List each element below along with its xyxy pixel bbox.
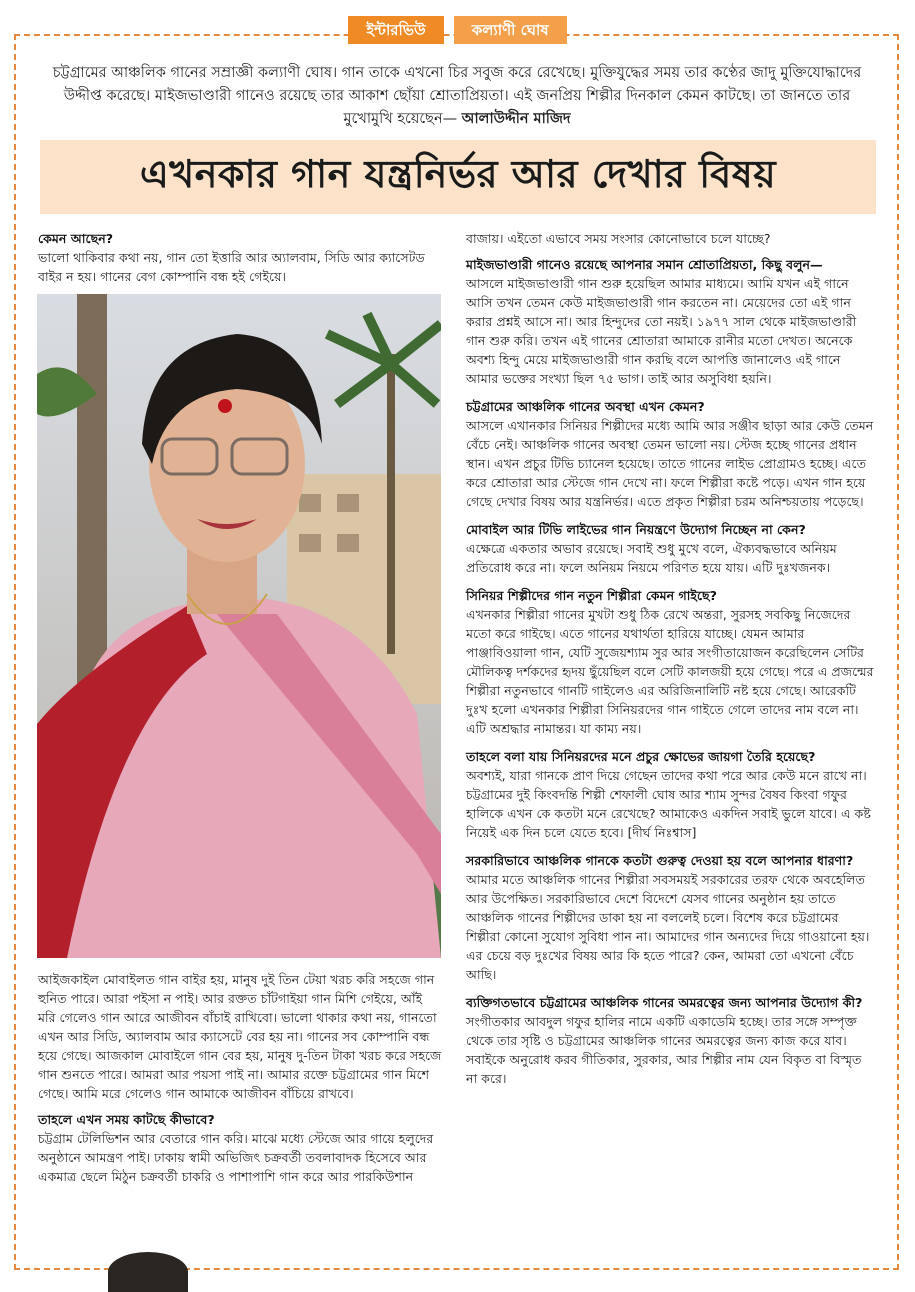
answer-1: ভালো থাকিবার কথা নয়, গান তো ইত্তারি আর অ্যালবাম, সিডি আর ক্যাসেটড বাইর ন হয়। গানের বেগ কোম্পানি বন্ধ হই গেইয়ে। — [38, 250, 425, 284]
qa-block — [466, 255, 876, 388]
answer-2-continued: বাজায়। এইতো এভাবে সময় সংসার কোনোভাবে চলে যাচ্ছে? — [466, 231, 771, 246]
corner-photo-fragment — [108, 1252, 188, 1292]
question: ব্যক্তিগতভাবে চট্টগ্রামের আঞ্চলিক গানের অমরত্বের জন্য আপনার উদ্যোগ কী? — [466, 995, 863, 1010]
headline: এখনকার গান যন্ত্রনির্ভর আর দেখার বিষয় — [139, 151, 777, 196]
portrait-photo — [37, 294, 441, 958]
qa-block — [466, 586, 876, 738]
answer: এখনকার শিল্পীরা গানের মুখটা শুধু ঠিক রেখে অন্তরা, সুরসহ সবকিছু নিজেদের মতো করে গাইছে। এতে গানের যথার্থতা হারিয়ে যাচ্ছে। যেমন আমার পাঞ্জাবিওয়ালা গান, যেটি সুজেয়শ্যাম সুর আর সংগীতায়োজন করেছিলেন সেটির মৌলিকত্ব দর্শকদের হৃদয় ছুঁয়েছিল বলে সেটি কালজয়ী হয়ে গেছে। পরে এ প্রজন্মের শিল্পীরা নতুনভাবে গানটি গাইলেও এর অরিজিনালিটি নষ্ট হয়ে গেছে। আরেকটি দুঃখ হলো এখনকার শিল্পীরা সিনিয়রদের গান গাইতে গেলে তাদের নাম বলে না। এটি অশ্রদ্ধার নামান্তর। যা কাম্য নয়। — [466, 607, 874, 736]
question: মোবাইল আর টিভি লাইভের গান নিয়ন্ত্রণে উদ্যোগ নিচ্ছেন না কেন? — [466, 522, 806, 537]
section-tag: ইন্টারভিউ — [348, 16, 443, 44]
question-2: তাহলে এখন সময় কাটছে কীভাবে? — [38, 1112, 215, 1127]
question: চট্টগ্রামের আঞ্চলিক গানের অবস্থা এখন কেমন? — [466, 399, 705, 414]
headline-banner — [40, 140, 876, 214]
answer: আসলে এখানকার সিনিয়র শিল্পীদের মধ্যে আমি আর সঞ্জীব ছাড়া আর কেউ তেমন বেঁচে নেই। আঞ্চলিক গানের অবস্থা তেমন ভালো নয়। স্টেজ হচ্ছে গানের প্রধান স্থান। এখন প্রচুর টিভি চ্যানেল হয়েছে। তাতে গানের লাইভ প্রোগ্রামও হচ্ছে। এতে করে শ্রোতারা আর স্টেজে গান দেখে না। ফলে শিল্পীরা কষ্টে পড়ে। এখন গান হয়ে গেছে দেখার বিষয় আর যন্ত্রনির্ভর। এতে প্রকৃত শিল্পীরা চরম অনিশ্চয়তায় পড়েছে। — [466, 418, 874, 509]
question: সিনিয়র শিল্পীদের গান নতুন শিল্পীরা কেমন গাইছে? — [466, 588, 717, 603]
left-column-top — [38, 229, 443, 293]
answer: অবশ্যই, যারা গানকে প্রাণ দিয়ে গেছেন তাদের কথা পরে আর কেউ মনে রাখে না। চট্টগ্রামের দুই কিংবদন্তি শিল্পী শেফালী ঘোষ আর শ্যাম সুন্দর বৈষব কিংবা গফুর হালিকে এখন কে কতটা মনে রেখেছে? আমাকেও একদিন সবাই ভুলে যাবে। এ কষ্ট নিয়েই এক দিন চলে যেতে হবে। [দীর্ঘ নিঃশ্বাস] — [466, 768, 871, 840]
section-tags — [0, 16, 915, 44]
qa-block — [466, 993, 876, 1088]
right-column — [466, 229, 876, 1097]
question: সরকারিভাবে আঞ্চলিক গানকে কতটা গুরুত্ব দেওয়া হয় বলে আপনার ধারণা? — [466, 853, 854, 868]
qa-block — [466, 747, 876, 842]
answer: সংগীতকার আবদুল গফুর হালির নামে একটি একাডেমি হচ্ছে। তার সঙ্গে সম্পৃক্ত থেকে তার সৃষ্টি ও চট্টগ্রামের আঞ্চলিক গানের অমরত্বের জন্য কাজ করে যাব। সবাইকে অনুরোধ করব গীতিকার, সুরকার, আর শিল্পীর নাম যেন বিকৃত বা বিস্মৃত না করে। — [466, 1014, 862, 1086]
question: মাইজভাণ্ডারী গানেও রয়েছে আপনার সমান শ্রোতাপ্রিয়তা, কিছু বলুন— — [466, 257, 823, 272]
subject-name-tag: কল্যাণী ঘোষ — [454, 16, 567, 44]
question: তাহলে বলা যায় সিনিয়রদের মনে প্রচুর ক্ষোভের জায়গা তৈরি হয়েছে? — [466, 749, 816, 764]
qa-block — [466, 520, 876, 577]
answer: এক্ষেত্রে একতার অভাব রয়েছে। সবাই শুধু মুখে বলে, ঐক্যবদ্ধভাবে অনিয়ম প্রতিরোধ করে না। ফলে অনিয়ম নিয়মে পরিণত হয়ে যায়। এটি দুঃখজনক। — [466, 541, 837, 575]
left-column-bottom — [38, 970, 443, 1193]
intro-text: চট্টগ্রামের আঞ্চলিক গানের সম্রাজ্ঞী কল্যাণী ঘোষ। গান তাকে এখনো চির সবুজ করে রেখেছে। মুক্তিযুদ্ধের সময় তার কণ্ঠের জাদু মুক্তিযোদ্ধাদের উদ্দীপ্ত করেছে। মাইজভাণ্ডারী গানেও রয়েছে তার আকাশ ছোঁয়া শ্রোতাপ্রিয়তা। এই জনপ্রিয় শিল্পীর দিনকাল কেমন কাটছে। তা জানতে তার মুখোমুখি হয়েছেন— — [52, 65, 862, 127]
answer-2: চট্টগ্রাম টেলিভিশন আর বেতারে গান করি। মাঝে মধ্যে স্টেজে আর গায়ে হলুদের অনুষ্ঠানে আমন্ত্রণ পাই। ঢাকায় স্বামী অভিজিৎ চক্রবর্তী তবলাবাদক হিসেবে আর একমাত্র ছেলে মিঠুন চক্রবর্তী চাকরি ও পাশাপাশি গান করে আর পারকিউশান — [38, 1131, 434, 1184]
question-1: কেমন আছেন? — [38, 231, 114, 246]
answer: আসলে মাইজভাণ্ডারী গান শুরু হয়েছিল আমার মাধ্যমে। আমি যখন এই গানে আসি তখন তেমন কেউ মাইজভাণ্ডারী গান করতেন না। মেয়েদের তো এই গান করার প্রশ্নই আসে না। আর হিন্দুদের তো নয়ই। ১৯৭৭ সাল থেকে মাইজভাণ্ডারী গান শুরু করি। তখন এই গানের শ্রোতারা আমাকে রানীর মতো দেখত। অনেকে অবশ্য হিন্দু মেয়ে মাইজভাণ্ডারী গান করছি বলে আপত্তি জানালেও এই গানে আমার ভক্তের সংখ্যা ছিল ৭৫ ভাগ। তাই আর অসুবিধা হয়নি। — [466, 276, 857, 386]
qa-block — [466, 397, 876, 511]
intro-author: আলাউদ্দীন মাজিদ — [461, 111, 571, 127]
answer-1-continued: আইজকাইল মোবাইলত গান বাইর হয়, মানুষ দুই তিন টেয়া খরচ করি সহজে গান হুনিত পারে। আরা পইসা ন পাই। আর রক্তত চাঁটগাইয়া গান মিশি গেইয়ে, আঁই মরি গেলেও গান আরে আজীবন বাঁচাই রাখিবো। ভালো থাকার কথা নয়, গানতো এখন আর সিডি, অ্যালবাম আর ক্যাসেটে বের হয় না। গানের সব কোম্পানি বন্ধ হয়ে গেছে। আজকাল মোবাইলে গান বের হয়, মানুষ দু-তিন টাকা খরচ করে সহজে গান শুনতে পারে। আমরা আর পয়সা পাই না। আমার রক্তে চট্টগ্রামের গান মিশে গেছে। আমি মরে গেলেও গান আমাকে আজীবন বাঁচিয়ে রাখবে। — [38, 972, 442, 1101]
qa-block — [466, 851, 876, 984]
intro-paragraph — [42, 62, 872, 131]
answer: আমার মতে আঞ্চলিক গানের শিল্পীরা সবসময়ই সরকারের তরফ থেকে অবহেলিত আর উপেক্ষিত। সরকারিভাবে দেশে বিদেশে যেসব গানের অনুষ্ঠান হয় তাতে আঞ্চলিক গানের শিল্পীদের ডাকা হয় না বললেই চলে। বিশেষ করে চট্টগ্রামের শিল্পীরা কোনো সুযোগ সুবিধা পান না। আমাদের গান অন্যদের দিয়ে গাওয়ানো হয়। এর চেয়ে বড় দুঃখের বিষয় আর কি হতে পারে? কেন, আমরা তো এখনো বেঁচে আছি। — [466, 872, 870, 982]
